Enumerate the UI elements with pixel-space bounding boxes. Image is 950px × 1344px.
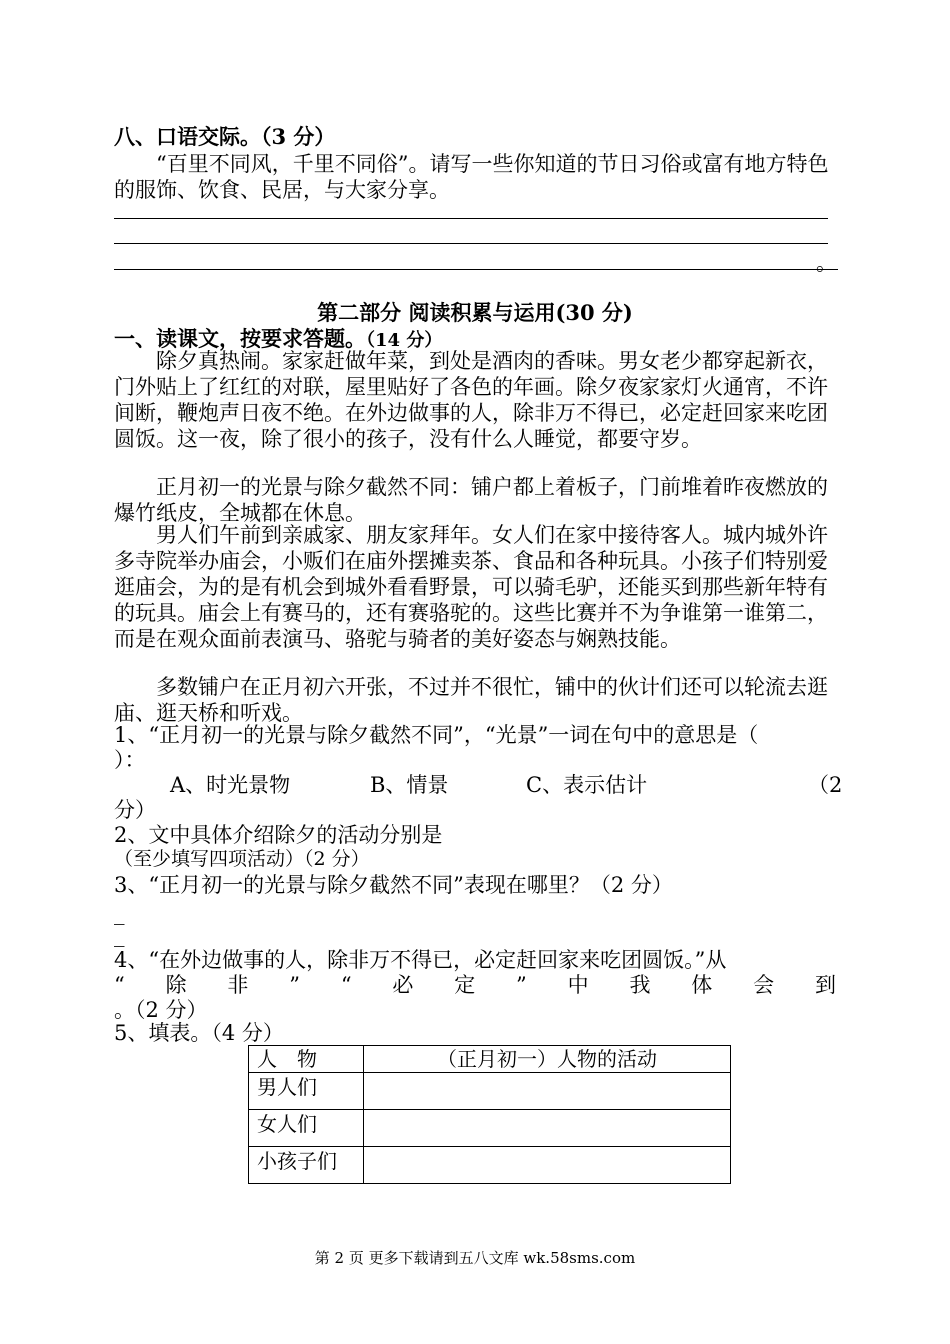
part2-title: 第二部分 阅读积累与运用(30 分) [317, 300, 633, 325]
q1-score-a: （2 [808, 773, 843, 797]
q4-char: 非 [227, 973, 249, 997]
table-answer-cell[interactable] [364, 1147, 731, 1184]
table-answer-cell[interactable] [364, 1110, 731, 1147]
table-answer-cell[interactable] [364, 1073, 731, 1110]
q3-stem: 3、“正月初一的光景与除夕截然不同”表现在哪里？（2 分） [114, 873, 673, 897]
activity-table [248, 1045, 731, 1184]
q1-stem: 1、“正月初一的光景与除夕截然不同”，“光景”一词在句中的意思是（ [114, 723, 759, 747]
q2-stem: 2、文中具体介绍除夕的活动分别是 [114, 823, 443, 847]
q4-char: ” [516, 973, 527, 997]
section8-prompt: “百里不同风，千里不同俗”。请写一些你知道的节日习俗或富有地方特色的服饰、饮食、民居，与大家分享。 [114, 152, 829, 202]
q4-char: “ [340, 973, 352, 997]
q4-char: 体 [691, 973, 713, 997]
table-header-activity: （正月初一）人物的活动 [364, 1046, 731, 1073]
table-row [249, 1147, 731, 1184]
page-footer: 第 2 页 更多下载请到五八文库 wk.58sms.com [314, 1249, 636, 1267]
q4-char: 到 [814, 973, 836, 997]
table-header-row [249, 1046, 731, 1073]
q1-stem-end: ）： [114, 748, 146, 772]
section8-title: 八、口语交际。 [114, 124, 261, 149]
q3-blank-1: _ [114, 901, 125, 925]
q4-end: 。（2 分） [114, 998, 208, 1022]
q5-stem: 5、填表。（4 分） [114, 1021, 284, 1045]
q4-stem: 4、“在外边做事的人，除非万不得已，必定赶回家来吃团圆饭。”从 [114, 948, 727, 972]
answer-line-1 [114, 218, 828, 219]
table-header-person: 人 物 [249, 1046, 364, 1073]
table-row-label: 小孩子们 [249, 1147, 364, 1184]
q4-char: ” [289, 973, 300, 997]
q4-char: 中 [567, 973, 589, 997]
q4-char: 会 [753, 973, 775, 997]
q3-blank-2: _ [114, 923, 125, 947]
table-row [249, 1073, 731, 1110]
passage-paragraph-3: 男人们午前到亲戚家、朋友家拜年。女人们在家中接待客人。城内城外许多寺院举办庙会，小贩们在庙外摆摊卖茶、食品和各种玩具。小孩子们特别爱逛庙会，为的是有机会到城外看看野景，可以骑毛驴，还能买到那些新年特有的玩具。庙会上有赛马的，还有赛骆驼的。这些比赛并不为争谁第一谁第二，而是在观众面前表演马、骆驼与骑者的美好姿态与娴熟技能。 [114, 523, 828, 651]
passage-paragraph-4: 多数铺户在正月初六开张，不过并不很忙，铺中的伙计们还可以轮流去逛庙、逛天桥和听戏。 [114, 675, 828, 725]
q1-option-a[interactable]: A、时光景物 [170, 773, 291, 797]
q4-char: 除 [165, 973, 187, 997]
reading-title: 一、读课文，按要求答题。 [114, 326, 366, 351]
q4-char: “ [114, 973, 125, 997]
section8-heading [114, 124, 335, 150]
answer-end-mark: 。 [816, 251, 837, 275]
q2-note: （至少填写四项活动）（2 分） [114, 848, 370, 870]
table-row [249, 1110, 731, 1147]
table-row-label: 男人们 [249, 1073, 364, 1110]
q1-option-c[interactable]: C、表示估计 [526, 773, 648, 797]
q4-spread-line [114, 972, 836, 998]
q1-score-b: 分） [114, 798, 156, 822]
passage-paragraph-1: 除夕真热闹。家家赶做年菜，到处是酒肉的香味。男女老少都穿起新衣，门外贴上了红红的对联，屋里贴好了各色的年画。除夕夜家家灯火通宵，不许间断，鞭炮声日夜不绝。在外边做事的人，除非万不得已，必定赶回家来吃团圆饭。这一夜，除了很小的孩子，没有什么人睡觉，都要守岁。 [114, 349, 828, 451]
answer-line-2 [114, 243, 828, 244]
table-row-label: 女人们 [249, 1110, 364, 1147]
passage-paragraph-2: 正月初一的光景与除夕截然不同：铺户都上着板子，门前堆着昨夜燃放的爆竹纸皮，全城都在休息。 [114, 475, 828, 525]
q1-option-b[interactable]: B、情景 [370, 773, 449, 797]
q4-char: 我 [629, 973, 651, 997]
answer-line-3 [114, 269, 838, 270]
reading-score: （14 分） [366, 330, 443, 351]
q4-char: 必 [392, 973, 414, 997]
q4-char: 定 [454, 973, 476, 997]
section8-score: （3 分） [261, 124, 336, 149]
